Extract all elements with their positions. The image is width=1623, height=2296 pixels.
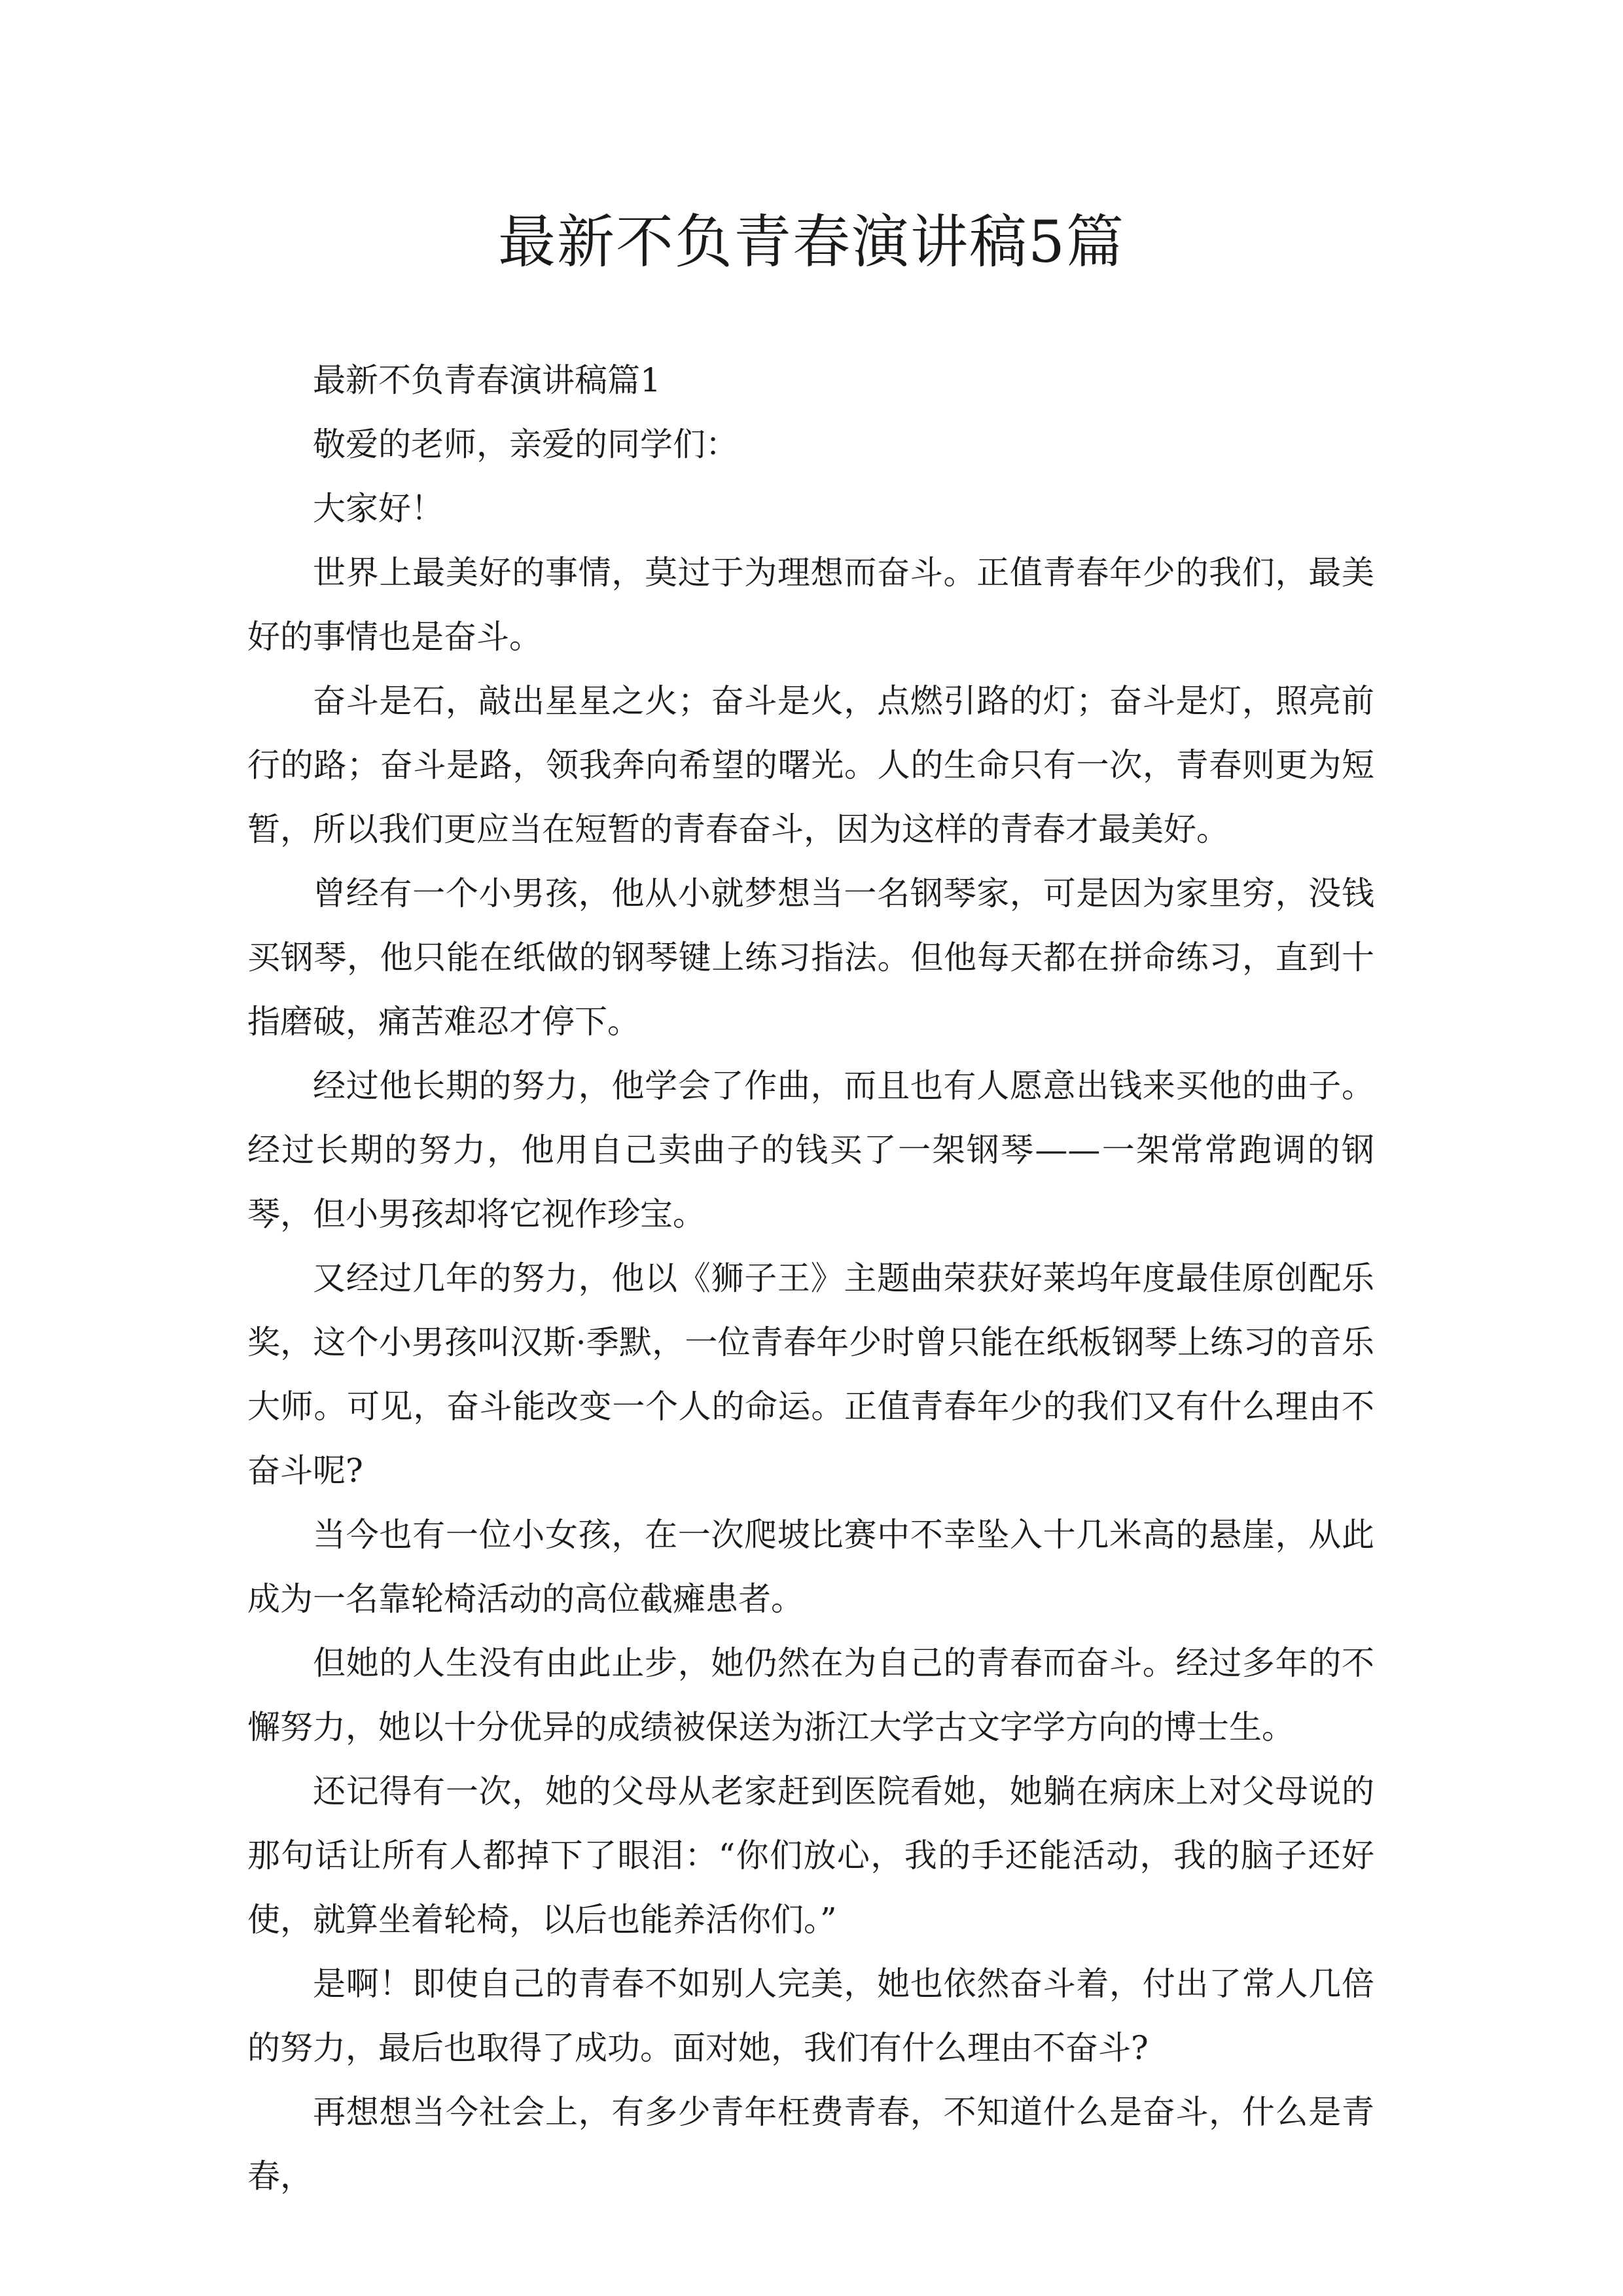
body-paragraph: 世界上最美好的事情，莫过于为理想而奋斗。正值青春年少的我们，最美好的事情也是奋斗。 bbox=[247, 554, 1374, 656]
body-paragraph: 曾经有一个小男孩，他从小就梦想当一名钢琴家，可是因为家里穷，没钱买钢琴，他只能在纸做的钢琴键上练习指法。但他每天都在拼命练习，直到十指磨破，痛苦难忍才停下。 bbox=[247, 874, 1374, 1041]
body-paragraph: 当今也有一位小女孩，在一次爬坡比赛中不幸坠入十几米高的悬崖，从此成为一名靠轮椅活动的高位截瘫患者。 bbox=[247, 1516, 1374, 1618]
section-heading: 最新不负青春演讲稿篇1 bbox=[313, 361, 661, 399]
salutation: 敬爱的老师，亲爱的同学们： bbox=[313, 425, 738, 463]
body-paragraph: 但她的人生没有由此止步，她仍然在为自己的青春而奋斗。经过多年的不懈努力，她以十分优异的成绩被保送为浙江大学古文字学方向的博士生。 bbox=[247, 1644, 1374, 1746]
body-paragraph: 又经过几年的努力，他以《狮子王》主题曲荣获好莱坞年度最佳原创配乐奖，这个小男孩叫汉斯·季默，一位青春年少时曾只能在纸板钢琴上练习的音乐大师。可见，奋斗能改变一个人的命运。正值青春年少的我们又有什么理由不奋斗呢? bbox=[247, 1259, 1374, 1490]
body-paragraph: 经过他长期的努力，他学会了作曲，而且也有人愿意出钱来买他的曲子。经过长期的努力，他用自己卖曲子的钱买了一架钢琴——一架常常跑调的钢琴，但小男孩却将它视作珍宝。 bbox=[247, 1067, 1374, 1233]
body-paragraph: 是啊！即使自己的青春不如别人完美，她也依然奋斗着，付出了常人几倍的努力，最后也取得了成功。面对她，我们有什么理由不奋斗? bbox=[247, 1965, 1374, 2067]
body-paragraph: 奋斗是石，敲出星星之火；奋斗是火，点燃引路的灯；奋斗是灯，照亮前行的路；奋斗是路，领我奔向希望的曙光。人的生命只有一次，青春则更为短暂，所以我们更应当在短暂的青春奋斗，因为这样的青春才最美好。 bbox=[247, 682, 1374, 848]
body-paragraph: 再想想当今社会上，有多少青年枉费青春，不知道什么是奋斗，什么是青春， bbox=[247, 2093, 1374, 2195]
document-title: 最新不负青春演讲稿5篇 bbox=[498, 208, 1125, 276]
document-body bbox=[247, 348, 1374, 2208]
greeting: 大家好！ bbox=[313, 490, 444, 528]
body-paragraph: 还记得有一次，她的父母从老家赶到医院看她，她躺在病床上对父母说的那句话让所有人都掉下了眼泪：“你们放心，我的手还能活动，我的脑子还好使，就算坐着轮椅，以后也能养活你们。” bbox=[247, 1772, 1374, 1939]
